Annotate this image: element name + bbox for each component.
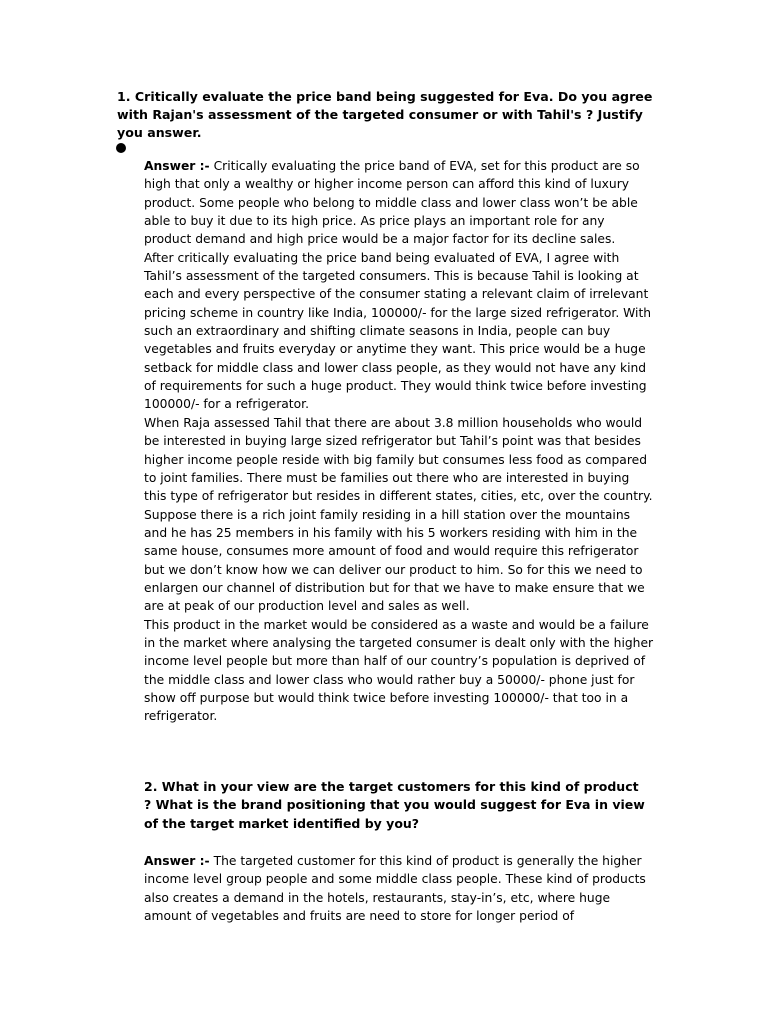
question-1-heading: 1. Critically evaluate the price band being suggested for Eva. Do you agree with Rajan's assessment of the targeted consumer or with Tahil's ? Justify you answer. [117, 89, 653, 140]
answer-1-text: Critically evaluating the price band of EVA, set for this product are so high that only a wealthy or higher income person can afford this kind of luxury product. Some people who belong to middle class and lower class won’t be able able to buy it due to its high price. As price plays an important role for any product demand and high price would be a major factor for its decline sales. [144, 159, 640, 247]
bullet-point [116, 143, 126, 153]
answer-1-paragraph: This product in the market would be considered as a waste and would be a failure in the market where analysing the targeted consumer is dealt only with the higher income level people but more than half of our country’s population is deprived of the middle class and lower class who would rather buy a 50000/- phone just for show off purpose but would think twice before investing 100000/- that too in a refrigerator. [144, 617, 654, 724]
answer-label: Answer :- [144, 159, 210, 173]
answer-1-paragraph: After critically evaluating the price band being evaluated of EVA, I agree with Tahil’s assessment of the targeted consumers. This is because Tahil is looking at each and every perspective of the consumer stating a relevant claim of irrelevant pricing scheme in country like India, 100000/- for the large sized refrigerator. With such an extraordinary and shifting climate seasons in India, people can buy vegetables and fruits everyday or anytime they want. This price would be a huge setback for middle class and lower class people, as they would not have any kind of requirements for such a huge product. They would think twice before investing 100000/- for a refrigerator. [144, 250, 652, 412]
answer-label: Answer :- [144, 854, 210, 868]
answer-1-paragraph [144, 157, 654, 249]
question-2-heading: 2. What in your view are the target customers for this kind of product ? What is the brand positioning that you would suggest for Eva in view of the target market identified by you? [144, 779, 645, 831]
answer-1-paragraph: When Raja assessed Tahil that there are about 3.8 million households who would be interested in buying large sized refrigerator but Tahil’s point was that besides higher income people reside with big family but consumes less food as compared to joint families. There must be families out there who are interested in buying this type of refrigerator but resides in different states, cities, etc, over the country. [144, 415, 653, 504]
answer-2-paragraph [144, 852, 649, 926]
answer-1-body [144, 157, 654, 726]
answer-2-body [144, 852, 649, 926]
answer-2-text: The targeted customer for this kind of product is generally the higher income level group people and some middle class people. These kind of products also creates a demand in the hotels, restaurants, stay-in’s, etc, where huge amount of vegetables and fruits are need to store for longer period of [144, 854, 646, 924]
answer-1-paragraph: Suppose there is a rich joint family residing in a hill station over the mountains and he has 25 members in his family with his 5 workers residing with him in the same house, consumes more amount of food and would require this refrigerator but we don’t know how we can deliver our product to him. So for this we need to enlargen our channel of distribution but for that we have to make ensure that we are at peak of our production level and sales as well. [144, 507, 645, 614]
